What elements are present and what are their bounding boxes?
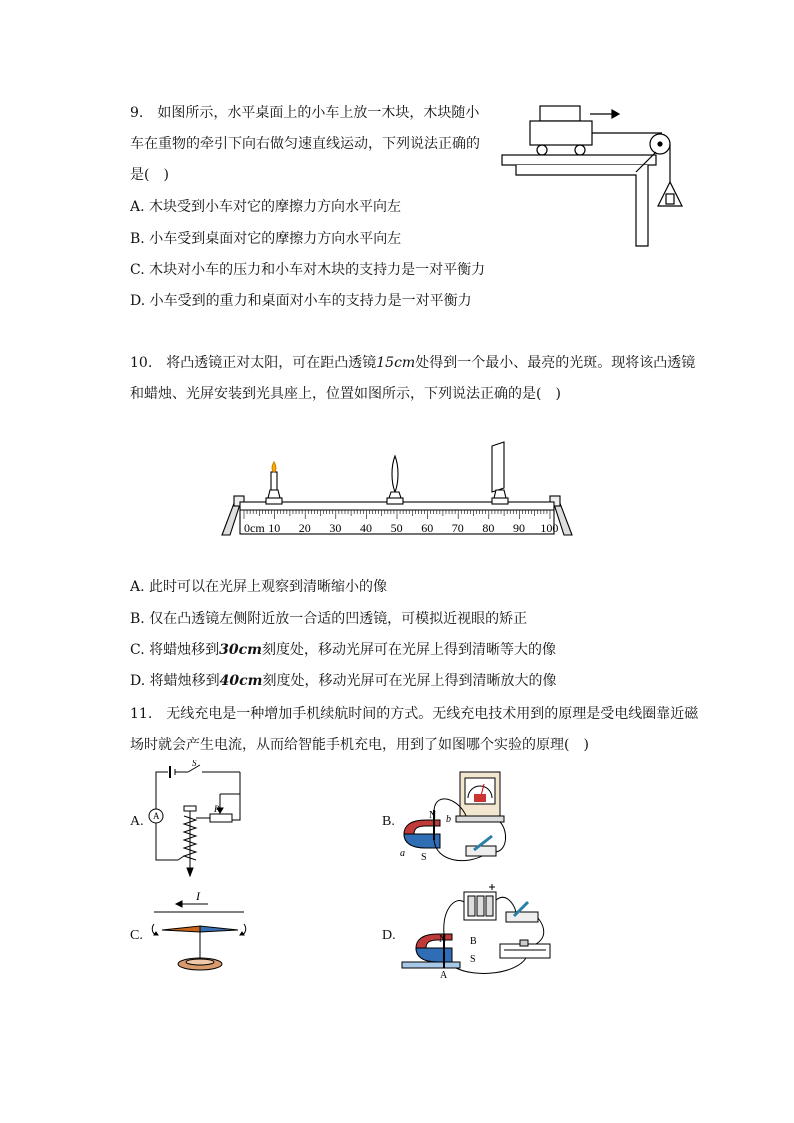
ruler-label: 40	[360, 521, 372, 535]
svg-text:b: b	[446, 814, 451, 825]
q11-fig-a-electromagnet	[148, 760, 248, 880]
q10-line-2: 和蜡烛、光屏安装到光具座上，位置如图所示，下列说法正确的是( )	[130, 386, 561, 402]
flame	[272, 462, 276, 472]
ruler-label: 50	[390, 521, 403, 535]
svg-text:I: I	[196, 889, 200, 903]
svg-text:S: S	[421, 852, 427, 863]
cart-body	[530, 121, 592, 145]
q10-option-c: C. 将蜡烛移到30cm刻度处，移动光屏可在光屏上得到清晰等大的像	[130, 642, 556, 658]
svg-text:B: B	[470, 936, 477, 947]
switch	[506, 912, 538, 922]
q11-label-d: D.	[382, 928, 396, 943]
ruler-label: 80	[482, 521, 495, 535]
screen	[492, 442, 504, 492]
q9-option-a: A. 木块受到小车对它的摩擦力方向水平向左	[130, 199, 402, 215]
ruler-label: 0cm	[244, 521, 265, 535]
q10-line-1: 10. 将凸透镜正对太阳，可在距凸透镜15cm处得到一个最小、最亮的光斑。现将该凸透镜	[130, 355, 696, 371]
q9-line-2: 车在重物的牵引下向右做匀速直线运动，下列说法正确的	[130, 136, 480, 152]
q10-option-d: D. 将蜡烛移到40cm刻度处，移动光屏可在光屏上得到清晰放大的像	[130, 673, 557, 689]
q11-fig-c-oersted	[148, 888, 252, 976]
q9-option-b: B. 小车受到桌面对它的摩擦力方向水平向左	[130, 231, 402, 247]
slider-resistor	[210, 814, 232, 822]
q9-option-d: D. 小车受到的重力和桌面对小车的支持力是一对平衡力	[130, 293, 472, 309]
q11-fig-b-induction	[396, 770, 536, 870]
rail	[402, 962, 460, 968]
q9-line-3: 是( )	[130, 167, 169, 183]
switch	[466, 846, 496, 856]
q11-line-1: 11. 无线充电是一种增加手机续航时间的方式。无线充电技术用到的原理是受电线圈靠近磁	[130, 706, 699, 722]
q9-option-c: C. 木块对小车的压力和小车对木块的支持力是一对平衡力	[130, 262, 486, 278]
svg-text:S: S	[470, 954, 476, 965]
ruler-label: 10	[268, 521, 281, 535]
compass-needle-n	[162, 926, 200, 932]
svg-text:a: a	[400, 848, 405, 859]
svg-text:A: A	[153, 811, 160, 821]
compass-needle-s	[200, 926, 238, 932]
svg-text:N: N	[439, 934, 447, 945]
q9-cart-figure	[496, 100, 696, 250]
svg-text:P: P	[214, 804, 220, 814]
q10-optical-bench	[216, 440, 578, 540]
cart-wheel	[537, 145, 547, 155]
svg-text:S: S	[192, 760, 197, 768]
ruler-label: 100	[540, 521, 559, 535]
svg-text:A: A	[440, 970, 448, 981]
q11-label-b: B.	[382, 814, 395, 829]
ruler-label: 60	[421, 521, 434, 535]
q10-option-b: B. 仅在凸透镜左侧附近放一合适的凹透镜，可模拟近视眼的矫正	[130, 611, 528, 627]
q11-label-a: A.	[130, 814, 144, 829]
lens	[392, 456, 398, 492]
svg-text:N: N	[429, 810, 437, 821]
ruler-label: 20	[298, 521, 311, 535]
cart-wheel	[575, 145, 585, 155]
ruler-label: 70	[451, 521, 464, 535]
table-leg	[516, 165, 648, 246]
candle	[271, 472, 277, 490]
q11-label-c: C.	[130, 928, 143, 943]
q11-line-2: 场时就会产生电流，从而给智能手机充电，用到了如图哪个实验的原理( )	[130, 737, 589, 753]
q9-line-1: 9. 如图所示，水平桌面上的小车上放一木块，木块随小	[130, 105, 480, 121]
table-top	[502, 155, 656, 165]
wood-block	[540, 106, 580, 121]
q11-fig-d-motor	[396, 878, 556, 982]
ruler-label: 90	[513, 521, 525, 535]
q10-option-a: A. 此时可以在光屏上观察到清晰缩小的像	[130, 579, 388, 595]
ruler-label: 30	[329, 521, 342, 535]
